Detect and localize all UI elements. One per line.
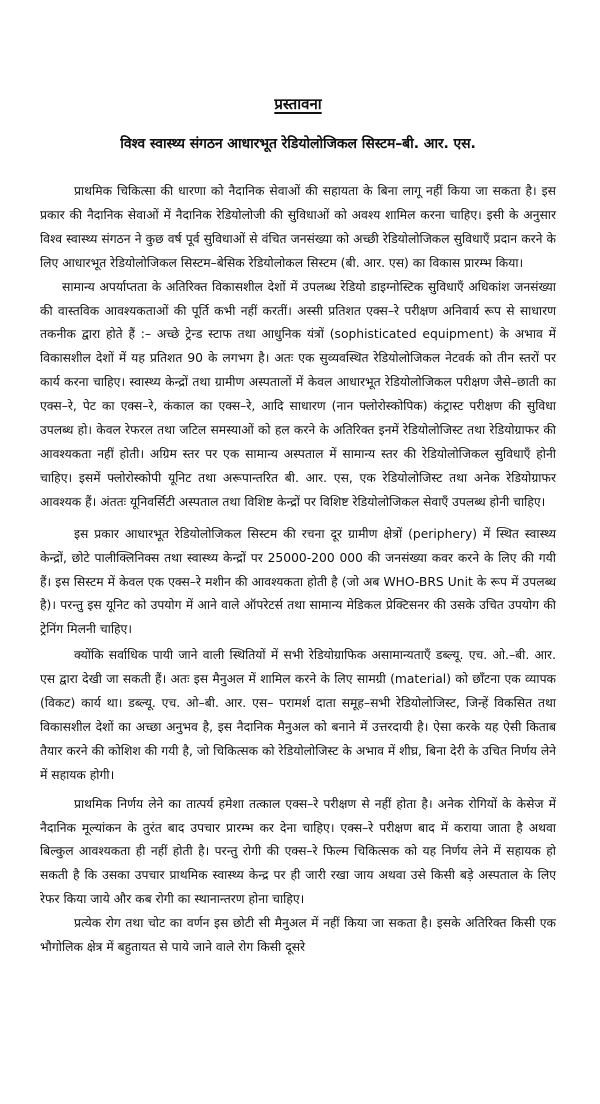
paragraph: प्राथमिक निर्णय लेने का तात्पर्य हमेशा तत्काल एक्स–रे परीक्षण से नहीं होता है। अनेक रोगियों के केसेज में नैदानिक मूल्यांकन के तुरंत बाद उपचार प्रारम्भ कर देना चाहिए। एक्स–रे परीक्षण बाद में कराया जाता है अथवा बिल्कुल आवश्यकता ही नहीं होती है। परन्तु रोगी की एक्स–रे फिल्म चिकित्सक को यह निर्णय लेने में सहायक हो सकती है कि उसका उपचार प्राथमिक स्वास्थ्य केन्द्र पर ही जारी रखा जाय अथवा उसे किसी बड़े अस्पताल के लिए रेफर किया जाये और कब रोगी का स्थानान्तरण होना चाहिए।	[40, 796, 556, 907]
paragraph: क्योंकि सर्वाधिक पायी जाने वाली स्थितियों में सभी रेडियोग्राफिक असामान्यताएँ डब्ल्यू. एच. ओ.–बी. आर. एस द्वारा देखी जा सकती हैं। अतः इस मैनुअल में शामिल करने के लिए सामग्री (material) को छाँटना एक व्यापक (विकट) कार्य था। डब्ल्यू. एच. ओ–बी. आर. एस– परामर्श दाता समूह–सभी रेडियोलोजिस्ट, जिन्हें विकसित तथा विकासशील देशों का अच्छा अनुभव है, इस नैदानिक मैनुअल को बनाने में उत्तरदायी है। ऐसा करके यह ऐसी किताब तैयार करने की कोशिश की गयी है, जो चिकित्सक को रेडियोलोजिस्ट के अभाव में शीघ्र, बिना देरी के उचित निर्णय लेने में सहायक होगी।	[40, 648, 556, 782]
paragraph: सामान्य अपर्याप्तता के अतिरिक्त विकासशील देशों में उपलब्ध रेडियो डाइग्नोस्टिक सुविधाएँ अधिकांश जनसंख्या की वास्तविक आवश्यकताओं की पूर्ति कभी नहीं करतीं। अस्सी प्रतिशत एक्स–रे परीक्षण अनिवार्य रूप से साधारण तकनीक द्वारा होते हैं :– अच्छे ट्रेन्ड स्टाफ तथा आधुनिक यंत्रों (sophisticated equipment) के अभाव में विकासशील देशों में यह प्रतिशत 90 के लगभग है। अतः एक सुव्यवस्थित रेडियोलोजिकल नेटवर्क को तीन स्तरों पर कार्य करना चाहिए। स्वास्थ्य केन्द्रों तथा ग्रामीण अस्पतालों में केवल आधारभूत रेडियोलोजिकल परीक्षण जैसे–छाती का एक्स–रे, पेट का एक्स–रे, कंकाल का एक्स–रे, आदि साधारण (नान फ्लोरोस्कोपिक) कंट्रास्ट परीक्षण की सुविधा उपलब्ध हो। केवल रेफरल तथा जटिल समस्याओं को हल करने के अतिरिक्त इनमें रेडियोलोजिस्ट तथा रेडियोग्राफर की आवश्यकता नहीं होती। अग्रिम स्तर पर एक सामान्य अस्पताल में सामान्य स्तर की रेडियोलोजिकल सुविधाएँ होनी चाहिए। इसमें फ्लोरोस्कोपी यूनिट तथा अरूपान्तरित बी. आर. एस, एक रेडियोलोजिस्ट तथा अनेक रेडियोग्राफर आवश्यक हैं। अंततः यूनिवर्सिटी अस्पताल तथा विशिष्ट केन्द्रों पर विशिष्ट रेडियोलोजिकल सेवाएँ उपलब्ध होनी चाहिए।	[40, 279, 556, 509]
paragraph: प्रत्येक रोग तथा चोट का वर्णन इस छोटी सी मैनुअल में नहीं किया जा सकता है। इसके अतिरिक्त किसी एक भौगोलिक क्षेत्र में बहुतायत से पाये जाने वाले रोग किसी दूसरे	[40, 916, 556, 955]
paragraph: इस प्रकार आधारभूत रेडियोलोजिकल सिस्टम की रचना दूर ग्रामीण क्षेत्रों (periphery) में स्थित स्वास्थ्य केन्द्रों, छोटे पालीक्लिनिक्स तथा स्वास्थ्य केन्द्रों पर 25000-200 000 की जनसंख्या कवर करने के लिए की गयी हैं। इस सिस्टम में केवल एक एक्स–रे मशीन की आवश्यकता होती है (जो अब WHO-BRS Unit के रूप में उपलब्ध है)। परन्तु इस यूनिट को उपयोग में आने वाले ऑपरेटर्स तथा सामान्य मेडिकल प्रेक्टिसनर की उसके उचित उपयोग की ट्रेनिंग मिलनी चाहिए।	[40, 526, 556, 637]
document-body	[40, 180, 556, 960]
paragraph: प्राथमिक चिकित्सा की धारणा को नैदानिक सेवाओं की सहायता के बिना लागू नहीं किया जा सकता है। इस प्रकार की नैदानिक सेवाओं में नैदानिक रेडियोलोजी की सुविधाओं को अवश्य शामिल करना चाहिए। इसी के अनुसार विश्व स्वास्थ्य संगठन ने कुछ वर्ष पूर्व सुविधाओं से वंचित जनसंख्या को अच्छी रेडियोलोजिकल सुविधाएँ प्रदान करने के लिए आधारभूत रेडियोलोजिकल सिस्टम–बेसिक रेडियोलोकल सिस्टम (बी. आर. एस) का विकास प्रारम्भ किया।	[40, 184, 556, 270]
page-heading: प्रस्तावना	[274, 95, 322, 113]
page-subheading: विश्व स्वास्थ्य संगठन आधारभूत रेडियोलोजिकल सिस्टम–बी. आर. एस.	[120, 136, 476, 152]
